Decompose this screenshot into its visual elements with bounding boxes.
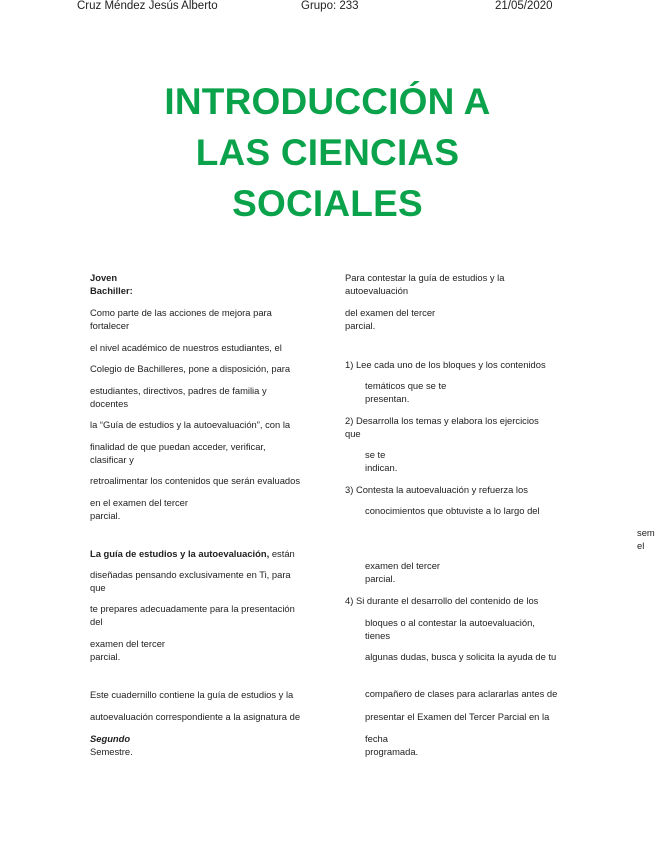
- paragraph-line: algunas dudas, busca y solicita la ayuda de tu: [365, 651, 557, 662]
- paragraph-line: examen del tercer: [90, 638, 166, 649]
- paragraph-line: compañero de clases para aclararlas antes de: [365, 688, 558, 699]
- date-label: 21/05/2020: [495, 0, 553, 12]
- title-line-3: SOCIALES: [232, 183, 423, 224]
- paragraph-line: autoevaluación correspondiente a la asignatura de: [90, 711, 301, 722]
- paragraph-line: Este cuadernillo contiene la guía de estudios y la: [90, 689, 294, 700]
- student-name: Cruz Méndez Jesús Alberto: [77, 0, 218, 12]
- group-label: Grupo: 233: [301, 0, 359, 12]
- paragraph-line: autoevaluación: [345, 285, 409, 296]
- paragraph-line: te prepares adecuadamente para la presentación: [90, 603, 295, 614]
- paragraph-line: que: [345, 428, 361, 439]
- paragraph-line: diseñadas pensando exclusivamente en Ti, para: [90, 569, 291, 580]
- paragraph-line: docentes: [90, 398, 129, 409]
- paragraph-line: programada.: [365, 746, 419, 757]
- paragraph-line: en el examen del tercer: [90, 497, 188, 508]
- title-line-1: INTRODUCCIÓN A: [164, 81, 491, 122]
- page-header: [0, 0, 655, 18]
- paragraph-line: Para contestar la guía de estudios y la: [345, 272, 505, 283]
- paragraph-line: parcial.: [90, 510, 121, 521]
- paragraph-line: se te: [365, 449, 386, 460]
- document-title: [100, 76, 555, 229]
- paragraph-line: el nivel académico de nuestros estudiantes, el: [90, 342, 282, 353]
- paragraph-line: clasificar y: [90, 454, 134, 465]
- paragraph-line: presentan.: [365, 393, 410, 404]
- paragraph-line: conocimientos que obtuviste a lo largo del: [365, 505, 540, 516]
- paragraph-line: Semestre.: [90, 746, 133, 757]
- paragraph-line: Colegio de Bachilleres, pone a disposición, para: [90, 363, 291, 374]
- paragraph-line: examen del tercer: [365, 560, 441, 571]
- guide-rest-text: están: [269, 548, 295, 559]
- step-1: 1) Lee cada uno de los bloques y los contenidos: [345, 359, 546, 370]
- paragraph-line: fortalecer: [90, 320, 130, 331]
- paragraph-line: parcial.: [365, 573, 396, 584]
- step-4: 4) Si durante el desarrollo del contenido de los: [345, 595, 539, 606]
- paragraph-line: presentar el Examen del Tercer Parcial en la: [365, 711, 550, 722]
- paragraph-line: la “Guía de estudios y la autoevaluación”, con la: [90, 419, 291, 430]
- greeting-line-2: Bachiller:: [90, 285, 133, 296]
- paragraph-line: parcial.: [345, 320, 376, 331]
- paragraph-line: bloques o al contestar la autoevaluación,: [365, 617, 535, 628]
- paragraph-line: [90, 548, 295, 561]
- paragraph-line: fecha: [365, 733, 388, 744]
- paragraph-line: parcial.: [90, 651, 121, 662]
- overflow-text: sem: [637, 527, 655, 538]
- greeting-line-1: Joven: [90, 272, 118, 283]
- paragraph-line: retroalimentar los contenidos que serán evaluados: [90, 475, 301, 486]
- paragraph-line: del examen del tercer: [345, 307, 436, 318]
- paragraph-line: Como parte de las acciones de mejora para: [90, 307, 272, 318]
- overflow-text: el: [637, 540, 645, 551]
- paragraph-line: que: [90, 582, 106, 593]
- paragraph-line: estudiantes, directivos, padres de familia y: [90, 385, 267, 396]
- guide-bold-text: La guía de estudios y la autoevaluación,: [90, 548, 270, 559]
- paragraph-line: tienes: [365, 630, 391, 641]
- paragraph-line: finalidad de que puedan acceder, verificar,: [90, 441, 266, 452]
- paragraph-line: temáticos que se te: [365, 380, 447, 391]
- paragraph-line: del: [90, 616, 103, 627]
- paragraph-line: indican.: [365, 462, 398, 473]
- semester-label: Segundo: [90, 733, 131, 744]
- title-line-2: LAS CIENCIAS: [195, 132, 460, 173]
- step-3: 3) Contesta la autoevaluación y refuerza los: [345, 484, 528, 495]
- step-2: 2) Desarrolla los temas y elabora los ejercicios: [345, 415, 539, 426]
